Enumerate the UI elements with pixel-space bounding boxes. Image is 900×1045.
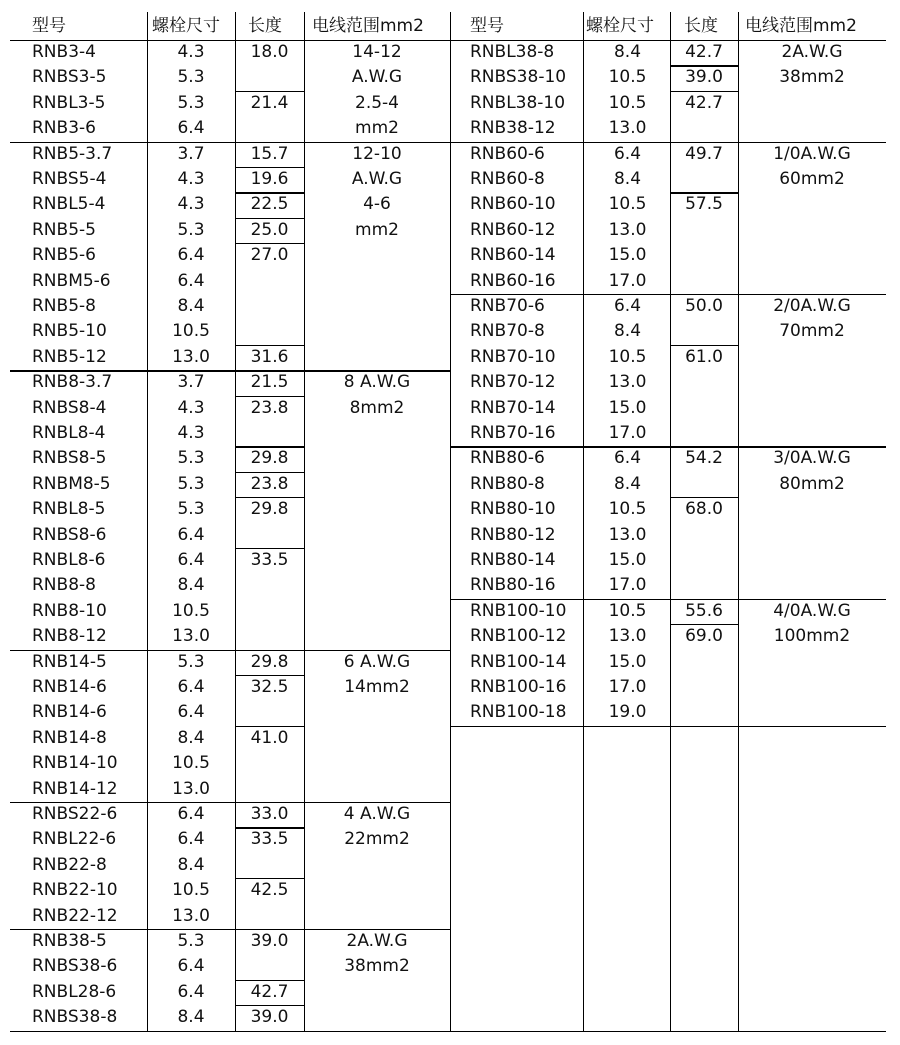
bolt-size-cell: 8.4 xyxy=(177,854,205,875)
bolt-size-cell: 8.4 xyxy=(613,169,642,189)
length-cell: 68.0 xyxy=(685,499,723,520)
length-divider xyxy=(670,497,738,498)
model-cell: RNB60-14 xyxy=(470,245,556,266)
length-cell: 32.5 xyxy=(250,677,289,697)
model-cell: RNB70-6 xyxy=(470,296,545,316)
column-rule xyxy=(738,12,739,1031)
wire-range-cell: 8 A.W.G xyxy=(343,372,411,393)
length-cell xyxy=(670,269,738,294)
length-cell: 22.5 xyxy=(250,194,289,215)
model-cell: RNB38-5 xyxy=(32,931,107,951)
bolt-size-cell: 17.0 xyxy=(608,575,647,596)
right-group-separator xyxy=(450,726,886,727)
bolt-size-cell: 8.4 xyxy=(613,321,642,342)
bolt-size-cell: 8.4 xyxy=(613,42,642,62)
bolt-size-cell: 10.5 xyxy=(172,321,210,342)
bolt-size-cell: 10.5 xyxy=(608,346,647,367)
model-cell: RNB14-10 xyxy=(32,753,118,774)
wire-range-cell: 22mm2 xyxy=(344,829,410,850)
bolt-size-cell: 13.0 xyxy=(172,346,210,367)
length-cell: 27.0 xyxy=(250,245,289,266)
wire-range-cell: 8mm2 xyxy=(349,397,405,418)
length-divider xyxy=(235,548,304,549)
wire-range-cell: 2/0A.W.G xyxy=(773,296,851,316)
model-cell: RNB70-10 xyxy=(470,346,556,367)
bolt-size-cell: 8.4 xyxy=(177,575,205,596)
model-cell: RNB60-8 xyxy=(470,169,545,189)
bolt-size-cell: 6.4 xyxy=(177,677,205,697)
wire-range-cell: 2A.W.G xyxy=(346,931,408,951)
bolt-size-cell: 10.5 xyxy=(608,499,647,520)
model-cell: RNB5-6 xyxy=(32,245,96,266)
wire-range-cell: 2.5-4 xyxy=(355,92,399,113)
bolt-size-cell: 10.5 xyxy=(172,880,210,901)
wire-range-cell: 6 A.W.G xyxy=(343,651,411,672)
wire-range-cell: 60mm2 xyxy=(779,169,845,189)
model-cell: RNBL3-5 xyxy=(32,92,106,113)
bolt-size-cell: 10.5 xyxy=(172,600,210,621)
length-cell: 69.0 xyxy=(685,626,723,647)
length-divider xyxy=(235,1005,304,1006)
model-cell: RNB8-8 xyxy=(32,575,96,596)
wire-range-cell: 100mm2 xyxy=(773,626,851,647)
length-divider xyxy=(235,497,304,498)
length-cell xyxy=(235,853,304,878)
model-cell: RNBS38-6 xyxy=(32,956,118,977)
model-cell: RNB80-10 xyxy=(470,499,556,520)
model-cell: RNB14-5 xyxy=(32,651,107,672)
length-cell: 33.0 xyxy=(250,804,289,824)
length-divider xyxy=(235,446,304,447)
model-cell: RNB22-10 xyxy=(32,880,118,901)
model-cell: RNB5-10 xyxy=(32,321,107,342)
wire-range-cell: 1/0A.W.G xyxy=(773,143,851,164)
model-cell: RNBL28-6 xyxy=(32,981,117,1002)
bolt-size-cell: 10.5 xyxy=(608,600,647,621)
header-model-left: 型号 xyxy=(32,16,66,36)
length-cell xyxy=(670,167,738,192)
bolt-size-cell: 5.3 xyxy=(177,473,205,494)
length-cell: 50.0 xyxy=(685,296,723,316)
model-cell: RNBS8-4 xyxy=(32,397,107,418)
model-cell: RNB5-12 xyxy=(32,346,107,367)
length-cell xyxy=(235,573,304,598)
length-cell: 29.8 xyxy=(250,448,289,469)
model-cell: RNBS38-8 xyxy=(32,1007,118,1028)
length-cell xyxy=(235,777,304,802)
length-cell: 15.7 xyxy=(250,143,289,164)
header-bolt-right: 螺栓尺寸 xyxy=(586,16,654,36)
model-cell: RNB8-10 xyxy=(32,600,107,621)
model-cell: RNBL38-10 xyxy=(470,92,566,113)
length-divider xyxy=(235,91,304,92)
model-cell: RNB60-10 xyxy=(470,194,556,215)
model-cell: RNB100-14 xyxy=(470,651,567,672)
length-divider xyxy=(235,827,304,828)
bolt-size-cell: 6.4 xyxy=(613,296,642,316)
length-cell xyxy=(670,548,738,573)
length-cell xyxy=(235,954,304,979)
length-cell xyxy=(670,523,738,548)
bolt-size-cell: 3.7 xyxy=(177,143,205,164)
bolt-size-cell: 6.4 xyxy=(613,448,642,469)
length-cell xyxy=(235,116,304,141)
column-rule xyxy=(670,12,671,1031)
model-cell: RNB5-5 xyxy=(32,219,96,240)
length-cell xyxy=(670,370,738,395)
bolt-size-cell: 10.5 xyxy=(608,92,647,113)
length-cell: 41.0 xyxy=(250,727,289,748)
wire-range-cell: 38mm2 xyxy=(344,956,410,977)
model-cell: RNB80-6 xyxy=(470,448,545,469)
length-divider xyxy=(670,345,738,346)
length-cell: 21.4 xyxy=(250,92,289,113)
length-cell xyxy=(235,294,304,319)
bolt-size-cell: 6.4 xyxy=(177,956,205,977)
length-cell xyxy=(235,319,304,344)
bolt-size-cell: 6.4 xyxy=(177,118,205,139)
model-cell: RNBS5-4 xyxy=(32,169,107,189)
length-cell: 61.0 xyxy=(685,346,723,367)
length-cell: 33.5 xyxy=(250,829,289,850)
bolt-size-cell: 15.0 xyxy=(608,245,647,266)
model-cell: RNBL8-4 xyxy=(32,423,106,443)
length-cell xyxy=(670,243,738,268)
model-cell: RNBL22-6 xyxy=(32,829,117,850)
wire-range-cell: mm2 xyxy=(355,219,399,240)
wire-range-cell: 4/0A.W.G xyxy=(773,600,851,621)
length-cell: 23.8 xyxy=(250,473,289,494)
bolt-size-cell: 5.3 xyxy=(177,219,205,240)
bolt-size-cell: 10.5 xyxy=(608,67,647,88)
model-cell: RNBS38-10 xyxy=(470,67,567,88)
model-cell: RNB100-12 xyxy=(470,626,567,647)
header-wire-left: 电线范围mm2 xyxy=(312,16,424,36)
bolt-size-cell: 17.0 xyxy=(608,677,647,697)
bolt-size-cell: 6.4 xyxy=(177,829,205,850)
column-rule xyxy=(450,12,451,1031)
length-cell xyxy=(235,624,304,649)
model-cell: RNBS8-5 xyxy=(32,448,107,469)
length-cell xyxy=(670,675,738,700)
bolt-size-cell: 17.0 xyxy=(608,423,647,443)
length-cell xyxy=(235,904,304,929)
model-cell: RNB100-18 xyxy=(470,702,567,723)
bolt-size-cell: 13.0 xyxy=(608,626,647,647)
model-cell: RNB80-8 xyxy=(470,473,545,494)
bolt-size-cell: 5.3 xyxy=(177,92,205,113)
wire-range-cell: A.W.G xyxy=(351,67,403,88)
length-divider xyxy=(235,192,304,193)
length-divider xyxy=(235,878,304,879)
model-cell: RNB14-6 xyxy=(32,677,107,697)
model-cell: RNB8-12 xyxy=(32,626,107,647)
wire-range-cell: 4-6 xyxy=(363,194,391,215)
length-cell: 39.0 xyxy=(250,1007,289,1028)
bolt-size-cell: 6.4 xyxy=(613,143,642,164)
bolt-size-cell: 15.0 xyxy=(608,550,647,570)
wire-range-cell: 38mm2 xyxy=(779,67,845,88)
bolt-size-cell: 6.4 xyxy=(177,804,205,824)
column-rule xyxy=(304,12,305,1031)
length-cell: 39.0 xyxy=(685,67,723,88)
length-cell xyxy=(235,751,304,776)
model-cell: RNB5-3.7 xyxy=(32,143,113,164)
header-bolt-left: 螺栓尺寸 xyxy=(152,16,220,36)
bolt-size-cell: 10.5 xyxy=(608,194,647,215)
header-length-left: 长度 xyxy=(248,16,282,36)
length-divider xyxy=(670,624,738,625)
model-cell: RNB70-12 xyxy=(470,372,556,393)
length-cell: 33.5 xyxy=(250,550,289,570)
length-cell: 42.7 xyxy=(685,92,723,113)
length-cell: 54.2 xyxy=(685,448,723,469)
length-divider xyxy=(235,243,304,244)
length-cell xyxy=(670,472,738,497)
model-cell: RNBS3-5 xyxy=(32,67,107,88)
bolt-size-cell: 6.4 xyxy=(177,981,205,1002)
bolt-size-cell: 5.3 xyxy=(177,931,205,951)
bolt-size-cell: 10.5 xyxy=(172,753,210,774)
bolt-size-cell: 5.3 xyxy=(177,448,205,469)
model-cell: RNB100-16 xyxy=(470,677,567,697)
length-divider xyxy=(235,472,304,473)
length-divider xyxy=(235,218,304,219)
wire-range-cell: 70mm2 xyxy=(779,321,845,342)
model-cell: RNB60-16 xyxy=(470,270,556,291)
bolt-size-cell: 15.0 xyxy=(608,651,647,672)
length-cell xyxy=(670,573,738,598)
model-cell: RNB5-8 xyxy=(32,296,96,316)
bolt-size-cell: 13.0 xyxy=(172,905,210,926)
bolt-size-cell: 5.3 xyxy=(177,499,205,520)
column-rule xyxy=(583,12,584,1031)
length-cell: 18.0 xyxy=(250,42,289,62)
model-cell: RNB60-12 xyxy=(470,219,556,240)
length-cell: 31.6 xyxy=(250,346,289,367)
header-rule xyxy=(10,40,886,41)
model-cell: RNB14-12 xyxy=(32,778,118,799)
bolt-size-cell: 8.4 xyxy=(177,296,205,316)
bolt-size-cell: 3.7 xyxy=(177,372,205,393)
model-cell: RNB70-14 xyxy=(470,397,556,418)
length-cell: 19.6 xyxy=(250,169,289,189)
length-cell xyxy=(235,269,304,294)
model-cell: RNBL5-4 xyxy=(32,194,106,215)
model-cell: RNB22-8 xyxy=(32,854,107,875)
bolt-size-cell: 4.3 xyxy=(177,194,205,215)
bolt-size-cell: 6.4 xyxy=(177,702,205,723)
bolt-size-cell: 4.3 xyxy=(177,42,205,62)
model-cell: RNBS8-6 xyxy=(32,524,107,545)
bolt-size-cell: 5.3 xyxy=(177,67,205,88)
wire-range-cell: A.W.G xyxy=(351,169,403,189)
length-cell xyxy=(670,396,738,421)
bolt-size-cell: 6.4 xyxy=(177,270,205,291)
wire-range-cell: 14mm2 xyxy=(344,677,410,697)
length-cell: 29.8 xyxy=(250,651,289,672)
bolt-size-cell: 5.3 xyxy=(177,651,205,672)
model-cell: RNB80-12 xyxy=(470,524,556,545)
length-cell: 39.0 xyxy=(250,931,289,951)
length-cell xyxy=(235,65,304,90)
model-cell: RNBM5-6 xyxy=(32,270,111,291)
length-cell: 25.0 xyxy=(250,219,289,240)
bolt-size-cell: 8.4 xyxy=(177,1007,205,1028)
model-cell: RNB70-16 xyxy=(470,423,556,443)
header-wire-right: 电线范围mm2 xyxy=(745,16,857,36)
bolt-size-cell: 4.3 xyxy=(177,423,205,443)
bolt-size-cell: 13.0 xyxy=(172,778,210,799)
bolt-size-cell: 15.0 xyxy=(608,397,647,418)
model-cell: RNBL8-6 xyxy=(32,550,106,570)
length-divider xyxy=(235,980,304,981)
bolt-size-cell: 13.0 xyxy=(172,626,210,647)
model-cell: RNB70-8 xyxy=(470,321,545,342)
length-cell: 42.7 xyxy=(685,42,723,62)
bolt-size-cell: 13.0 xyxy=(608,372,647,393)
model-cell: RNBS22-6 xyxy=(32,804,118,824)
model-cell: RNB22-12 xyxy=(32,905,118,926)
bolt-size-cell: 8.4 xyxy=(613,473,642,494)
bolt-size-cell: 6.4 xyxy=(177,245,205,266)
length-cell xyxy=(235,523,304,548)
wire-range-cell: 12-10 xyxy=(352,143,402,164)
bolt-size-cell: 13.0 xyxy=(608,219,647,240)
bolt-size-cell: 4.3 xyxy=(177,397,205,418)
length-cell xyxy=(670,700,738,725)
bolt-size-cell: 19.0 xyxy=(608,702,647,723)
bolt-size-cell: 8.4 xyxy=(177,727,205,748)
model-cell: RNB3-6 xyxy=(32,118,96,139)
bolt-size-cell: 4.3 xyxy=(177,169,205,189)
column-rule xyxy=(147,12,148,1031)
length-divider xyxy=(235,345,304,346)
bolt-size-cell: 17.0 xyxy=(608,270,647,291)
wire-range-cell: 3/0A.W.G xyxy=(773,448,851,469)
length-cell: 55.6 xyxy=(685,600,723,621)
length-divider xyxy=(235,396,304,397)
length-divider xyxy=(235,726,304,727)
length-cell: 42.7 xyxy=(250,981,289,1002)
length-divider xyxy=(670,192,738,193)
length-cell: 23.8 xyxy=(250,397,289,418)
model-cell: RNB60-6 xyxy=(470,143,545,164)
header-model-right: 型号 xyxy=(470,16,504,36)
length-cell: 49.7 xyxy=(685,143,723,164)
model-cell: RNB100-10 xyxy=(470,600,567,621)
model-cell: RNB38-12 xyxy=(470,118,556,139)
wire-range-cell: 4 A.W.G xyxy=(343,804,411,824)
model-cell: RNB80-16 xyxy=(470,575,556,596)
model-cell: RNB80-14 xyxy=(470,550,556,570)
table-bottom-rule xyxy=(10,1031,886,1032)
length-divider xyxy=(670,65,738,66)
model-cell: RNB14-6 xyxy=(32,702,107,723)
length-cell xyxy=(670,421,738,446)
wire-range-cell: 80mm2 xyxy=(779,473,845,494)
length-divider xyxy=(235,675,304,676)
model-cell: RNB3-4 xyxy=(32,42,96,62)
length-cell: 42.5 xyxy=(250,880,289,901)
length-cell xyxy=(235,700,304,725)
length-cell xyxy=(235,599,304,624)
length-cell: 57.5 xyxy=(685,194,723,215)
bolt-size-cell: 6.4 xyxy=(177,524,205,545)
length-cell xyxy=(670,218,738,243)
length-cell: 21.5 xyxy=(250,372,289,393)
length-cell xyxy=(670,116,738,141)
length-cell xyxy=(670,319,738,344)
wire-range-cell: mm2 xyxy=(355,118,399,139)
model-cell: RNB8-3.7 xyxy=(32,372,113,393)
model-cell: RNBM8-5 xyxy=(32,473,111,494)
bolt-size-cell: 6.4 xyxy=(177,550,205,570)
header-length-right: 长度 xyxy=(684,16,718,36)
length-divider xyxy=(670,91,738,92)
wire-range-cell: 14-12 xyxy=(352,42,402,62)
length-cell: 29.8 xyxy=(250,499,289,520)
length-divider xyxy=(235,167,304,168)
wire-range-cell: 2A.W.G xyxy=(781,42,843,62)
length-cell xyxy=(235,421,304,446)
model-cell: RNB14-8 xyxy=(32,727,107,748)
column-rule xyxy=(235,12,236,1031)
bolt-size-cell: 13.0 xyxy=(608,118,647,139)
length-cell xyxy=(670,650,738,675)
model-cell: RNBL8-5 xyxy=(32,499,106,520)
model-cell: RNBL38-8 xyxy=(470,42,555,62)
bolt-size-cell: 13.0 xyxy=(608,524,647,545)
